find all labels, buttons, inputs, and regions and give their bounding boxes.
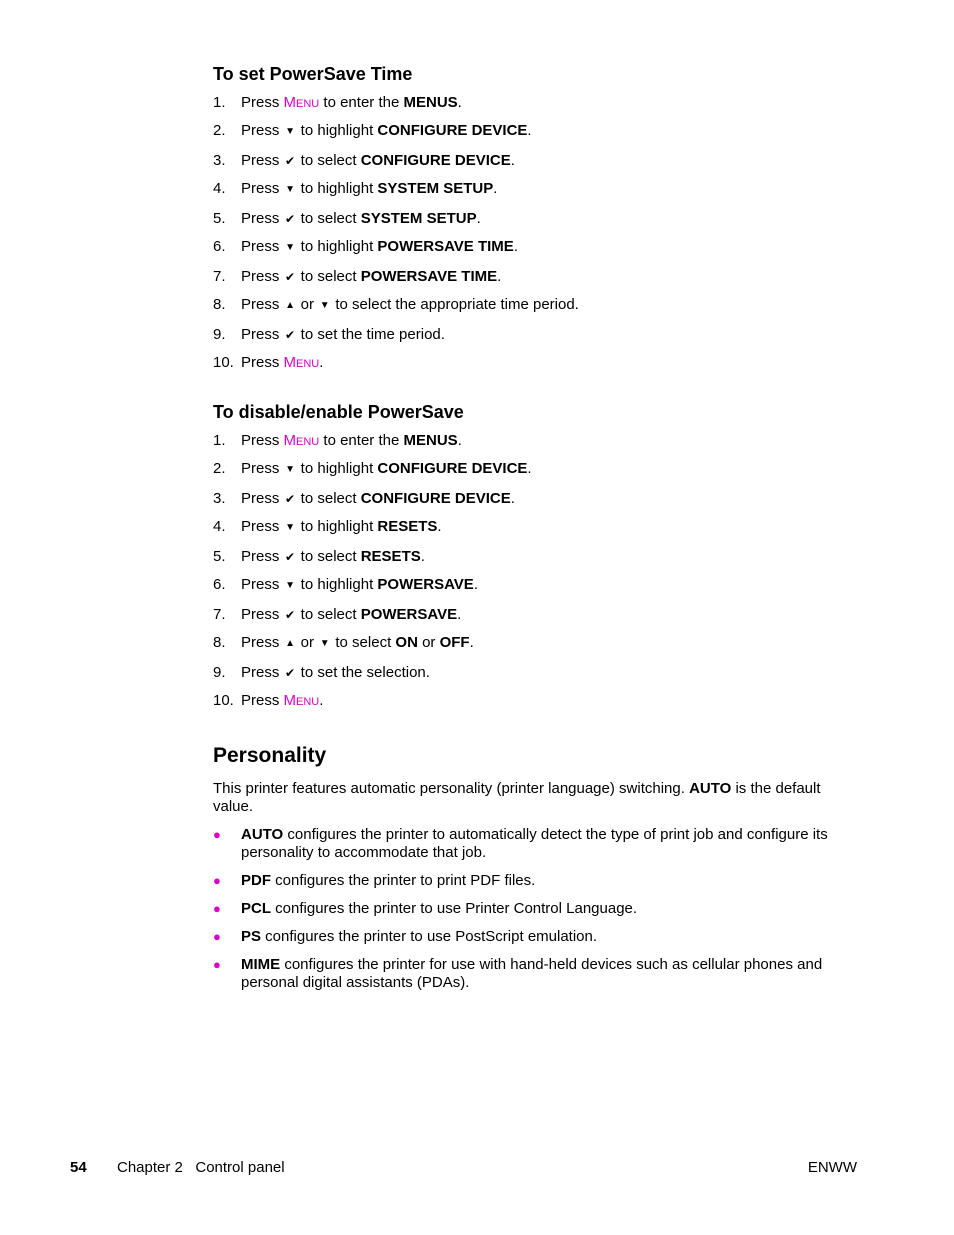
bullet-text: configures the printer to use PostScript emulation. xyxy=(261,928,598,945)
menu-item-name: OFF xyxy=(439,634,470,651)
step-number: 4. xyxy=(213,180,226,197)
bullet-item xyxy=(213,826,863,862)
step-item xyxy=(213,432,863,450)
step-item xyxy=(213,152,863,170)
step-text: or xyxy=(417,634,440,651)
bullet-term: MIME xyxy=(241,956,281,973)
step-item xyxy=(213,548,863,566)
step-text: to enter the xyxy=(319,432,404,449)
step-text: to set the selection. xyxy=(296,664,430,681)
step-number: 2. xyxy=(213,460,226,477)
step-text: . xyxy=(319,692,324,709)
step-text: . xyxy=(510,490,515,507)
step-item xyxy=(213,490,863,508)
bullet-icon: ● xyxy=(213,929,221,944)
bullet-icon: ● xyxy=(213,827,221,842)
step-text: Press xyxy=(241,664,284,681)
step-number: 6. xyxy=(213,576,226,593)
step-item xyxy=(213,268,863,286)
checkmark-icon: ✔ xyxy=(284,608,296,622)
menu-key-label: Menu xyxy=(283,94,320,111)
step-text: Press xyxy=(241,180,284,197)
step-number: 2. xyxy=(213,122,226,139)
step-item xyxy=(213,576,863,596)
step-number: 1. xyxy=(213,94,226,111)
steps-list-powersave-time xyxy=(213,94,863,372)
step-text: Press xyxy=(241,692,284,709)
step-item xyxy=(213,518,863,538)
page-number: 54 xyxy=(70,1159,87,1176)
step-text: . xyxy=(437,518,442,535)
down-arrow-icon: ▼ xyxy=(319,300,330,311)
intro-text: This printer features automatic personality (printer language) switching. xyxy=(213,780,690,797)
step-text: Press xyxy=(241,326,284,343)
checkmark-icon: ✔ xyxy=(284,328,296,342)
step-text: to set the time period. xyxy=(296,326,445,343)
down-arrow-icon: ▼ xyxy=(319,638,330,649)
step-text: to select the appropriate time period. xyxy=(331,296,579,313)
step-text: to select xyxy=(331,634,396,651)
bullet-icon: ● xyxy=(213,957,221,972)
step-text: Press xyxy=(241,548,284,565)
step-text: to select xyxy=(296,268,361,285)
step-text: . xyxy=(527,460,532,477)
step-text: Press xyxy=(241,268,284,285)
checkmark-icon: ✔ xyxy=(284,212,296,226)
checkmark-icon: ✔ xyxy=(284,550,296,564)
bullet-term: PS xyxy=(241,928,262,945)
step-text: Press xyxy=(241,152,284,169)
step-text: . xyxy=(476,210,481,227)
bullet-icon: ● xyxy=(213,873,221,888)
menu-item-name: MENUS xyxy=(403,432,458,449)
step-number: 10. xyxy=(213,692,234,709)
bullet-item xyxy=(213,928,863,946)
step-item xyxy=(213,692,863,710)
step-text: Press xyxy=(241,122,284,139)
step-number: 1. xyxy=(213,432,226,449)
down-arrow-icon: ▼ xyxy=(285,580,295,591)
step-text: to select xyxy=(296,152,361,169)
bullet-icon: ● xyxy=(213,901,221,916)
step-text: Press xyxy=(241,432,284,449)
step-item xyxy=(213,326,863,344)
menu-key-label: Menu xyxy=(283,692,320,709)
section-heading-disable-enable: To disable/enable PowerSave xyxy=(213,402,464,422)
step-item xyxy=(213,238,863,258)
step-text: Press xyxy=(241,460,284,477)
intro-bold: AUTO xyxy=(689,780,732,797)
step-number: 4. xyxy=(213,518,226,535)
menu-item-name: POWERSAVE TIME xyxy=(377,238,514,255)
up-arrow-icon: ▲ xyxy=(285,638,295,649)
step-number: 5. xyxy=(213,548,226,565)
checkmark-icon: ✔ xyxy=(284,666,296,680)
down-arrow-icon: ▼ xyxy=(285,242,295,253)
step-number: 5. xyxy=(213,210,226,227)
step-text: . xyxy=(510,152,515,169)
step-number: 6. xyxy=(213,238,226,255)
step-number: 7. xyxy=(213,606,226,623)
personality-intro xyxy=(213,780,863,816)
step-text: Press xyxy=(241,354,284,371)
menu-item-name: POWERSAVE xyxy=(377,576,474,593)
footer-label: ENWW xyxy=(807,1159,857,1176)
step-item xyxy=(213,210,863,228)
down-arrow-icon: ▼ xyxy=(285,464,295,475)
step-text: Press xyxy=(241,634,284,651)
step-item xyxy=(213,460,863,480)
bullet-text: configures the printer to print PDF files. xyxy=(271,872,536,889)
step-number: 7. xyxy=(213,268,226,285)
step-item xyxy=(213,664,863,682)
step-item xyxy=(213,122,863,142)
step-item xyxy=(213,606,863,624)
step-text: . xyxy=(513,238,518,255)
step-item xyxy=(213,94,863,112)
bullet-term: AUTO xyxy=(241,826,284,843)
step-text: . xyxy=(457,94,462,111)
step-text: to select xyxy=(296,548,361,565)
menu-key-label: Menu xyxy=(283,354,320,371)
step-text: . xyxy=(527,122,532,139)
menu-item-name: SYSTEM SETUP xyxy=(377,180,494,197)
intro-text-end: is the default value. xyxy=(213,780,821,815)
section-disable-enable xyxy=(213,400,863,710)
step-text: Press xyxy=(241,576,284,593)
menu-item-name: SYSTEM SETUP xyxy=(360,210,477,227)
step-text: Press xyxy=(241,296,284,313)
step-text: Press xyxy=(241,238,284,255)
menu-item-name: ON xyxy=(395,634,418,651)
checkmark-icon: ✔ xyxy=(284,270,296,284)
bullet-term: PCL xyxy=(241,900,271,917)
step-text: to highlight xyxy=(296,460,378,477)
step-number: 8. xyxy=(213,634,226,651)
down-arrow-icon: ▼ xyxy=(285,522,295,533)
step-number: 3. xyxy=(213,490,226,507)
step-number: 10. xyxy=(213,354,234,371)
step-number: 8. xyxy=(213,296,226,313)
menu-item-name: RESETS xyxy=(377,518,438,535)
down-arrow-icon: ▼ xyxy=(285,184,295,195)
step-text: to highlight xyxy=(296,238,378,255)
menu-item-name: RESETS xyxy=(360,548,421,565)
step-item xyxy=(213,296,863,316)
step-text: . xyxy=(457,432,462,449)
step-text: Press xyxy=(241,606,284,623)
checkmark-icon: ✔ xyxy=(284,154,296,168)
step-text: or xyxy=(296,296,319,313)
step-number: 3. xyxy=(213,152,226,169)
bullet-text: configures the printer to use Printer Control Language. xyxy=(271,900,638,917)
steps-list-disable-enable xyxy=(213,432,863,710)
section-heading-personality: Personality xyxy=(213,744,327,767)
step-number: 9. xyxy=(213,664,226,681)
bullet-text: configures the printer to automatically detect the type of print job and configure its personality to accommodate that job. xyxy=(241,826,828,861)
step-text: Press xyxy=(241,94,284,111)
menu-item-name: CONFIGURE DEVICE xyxy=(360,490,511,507)
bullet-item xyxy=(213,872,863,890)
step-item xyxy=(213,634,863,654)
menu-item-name: CONFIGURE DEVICE xyxy=(377,460,528,477)
menu-item-name: CONFIGURE DEVICE xyxy=(360,152,511,169)
chapter-title: Chapter 2 Control panel xyxy=(117,1159,285,1176)
step-text: . xyxy=(473,576,478,593)
step-text: Press xyxy=(241,490,284,507)
step-text: . xyxy=(420,548,425,565)
step-text: to highlight xyxy=(296,576,378,593)
personality-bullet-list xyxy=(213,826,863,992)
step-text: Press xyxy=(241,518,284,535)
step-text: to select xyxy=(296,490,361,507)
menu-key-label: Menu xyxy=(283,432,320,449)
step-text: . xyxy=(493,180,498,197)
step-text: to select xyxy=(296,606,361,623)
step-text: . xyxy=(497,268,502,285)
bullet-item xyxy=(213,900,863,918)
menu-item-name: POWERSAVE xyxy=(360,606,458,623)
bullet-text: configures the printer for use with hand-held devices such as cellular phones and personal digital assistants (PDAs). xyxy=(241,956,823,991)
step-item xyxy=(213,354,863,372)
section-personality xyxy=(213,742,863,992)
down-arrow-icon: ▼ xyxy=(285,126,295,137)
step-text: Press xyxy=(241,210,284,227)
bullet-item xyxy=(213,956,863,992)
step-text: to enter the xyxy=(319,94,404,111)
menu-item-name: MENUS xyxy=(403,94,458,111)
up-arrow-icon: ▲ xyxy=(285,300,295,311)
step-text: . xyxy=(469,634,474,651)
page-content xyxy=(213,62,863,1002)
checkmark-icon: ✔ xyxy=(284,492,296,506)
menu-item-name: CONFIGURE DEVICE xyxy=(377,122,528,139)
step-text: to highlight xyxy=(296,180,378,197)
step-text: to highlight xyxy=(296,518,378,535)
step-text: . xyxy=(319,354,324,371)
menu-item-name: POWERSAVE TIME xyxy=(360,268,498,285)
step-text: to select xyxy=(296,210,361,227)
step-text: or xyxy=(296,634,319,651)
step-item xyxy=(213,180,863,200)
section-heading-powersave-time: To set PowerSave Time xyxy=(213,64,413,84)
step-text: to highlight xyxy=(296,122,378,139)
bullet-term: PDF xyxy=(241,872,271,889)
step-number: 9. xyxy=(213,326,226,343)
step-text: . xyxy=(457,606,462,623)
